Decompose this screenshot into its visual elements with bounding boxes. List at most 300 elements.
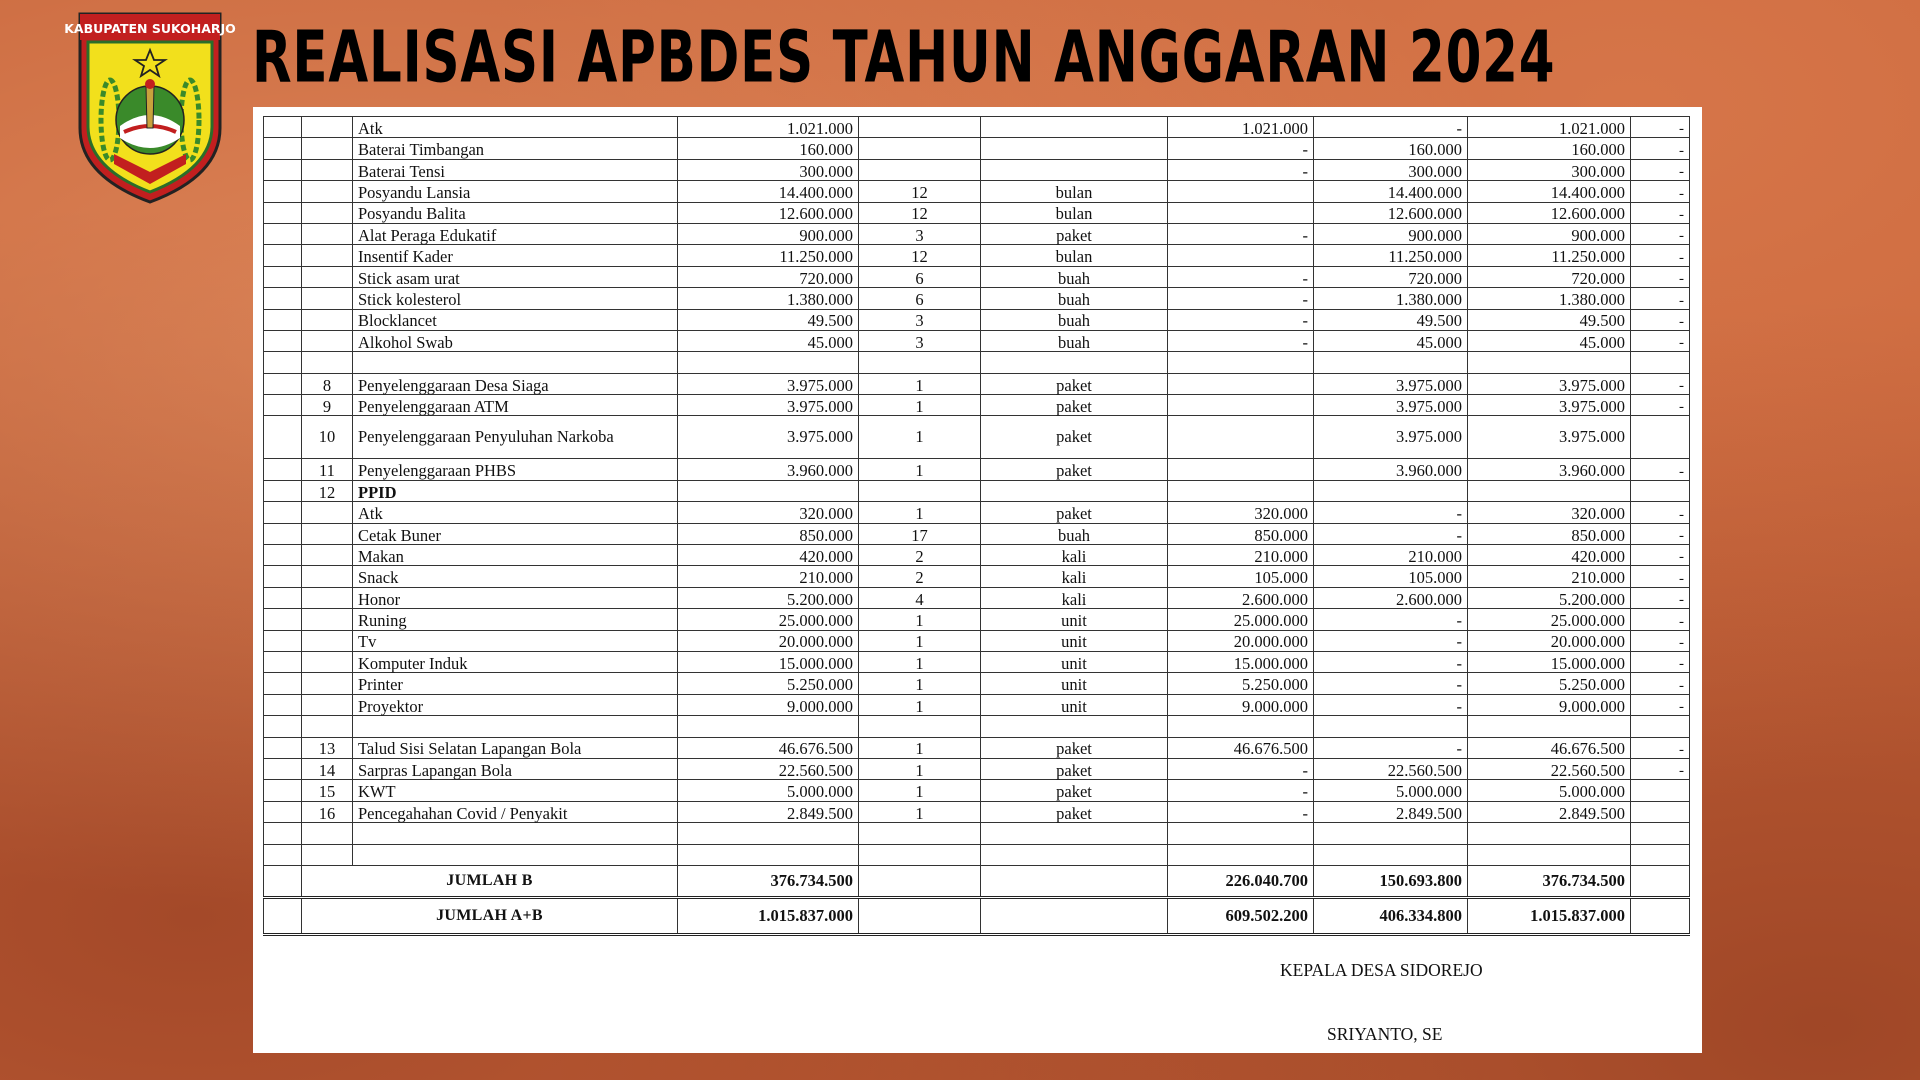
- row-number-cell: [302, 352, 353, 373]
- row-number-cell: [302, 245, 353, 266]
- satuan-cell: [981, 159, 1168, 180]
- row-number-cell: [302, 138, 353, 159]
- spacer-cell: [264, 223, 302, 244]
- realisasi-2-cell: 11.250.000: [1314, 245, 1468, 266]
- table-row: [264, 395, 1690, 416]
- total-anggaran-cell: 376.734.500: [678, 865, 859, 897]
- volume-cell: 1: [859, 416, 981, 459]
- total-row: [264, 865, 1690, 897]
- item-name-cell: Posyandu Lansia: [353, 181, 678, 202]
- anggaran-cell: 45.000: [678, 330, 859, 351]
- total-realisasi-1-cell: 609.502.200: [1168, 897, 1314, 934]
- total-realisasi-cell: 11.250.000: [1468, 245, 1631, 266]
- row-number-cell: [302, 330, 353, 351]
- realisasi-2-cell: [1314, 716, 1468, 737]
- total-realisasi-cell: 15.000.000: [1468, 651, 1631, 672]
- total-realisasi-cell: 3.975.000: [1468, 416, 1631, 459]
- realisasi-2-cell: 49.500: [1314, 309, 1468, 330]
- total-realisasi-cell: 720.000: [1468, 266, 1631, 287]
- spacer-cell: [264, 694, 302, 715]
- empty-cell: [1631, 865, 1690, 897]
- satuan-cell: paket: [981, 758, 1168, 779]
- row-number-cell: [302, 673, 353, 694]
- item-name-cell: Sarpras Lapangan Bola: [353, 758, 678, 779]
- spacer-cell: [264, 737, 302, 758]
- sisa-cell: [1631, 352, 1690, 373]
- realisasi-1-cell: 15.000.000: [1168, 651, 1314, 672]
- spacer-cell: [264, 373, 302, 394]
- row-number-cell: [302, 266, 353, 287]
- volume-cell: 4: [859, 587, 981, 608]
- sisa-cell: -: [1631, 566, 1690, 587]
- sisa-cell: -: [1631, 138, 1690, 159]
- spacer-cell: [264, 159, 302, 180]
- anggaran-cell: 5.250.000: [678, 673, 859, 694]
- item-name-cell: Atk: [353, 502, 678, 523]
- item-name-cell: Posyandu Balita: [353, 202, 678, 223]
- signature-name: SRIYANTO, SE: [1327, 1024, 1443, 1044]
- sisa-cell: -: [1631, 245, 1690, 266]
- sisa-cell: -: [1631, 159, 1690, 180]
- table-row: [264, 758, 1690, 779]
- sisa-cell: -: [1631, 181, 1690, 202]
- realisasi-2-cell: 12.600.000: [1314, 202, 1468, 223]
- total-realisasi-cell: 3.960.000: [1468, 459, 1631, 480]
- total-realisasi-cell: 45.000: [1468, 330, 1631, 351]
- satuan-cell: [981, 716, 1168, 737]
- item-name-cell: Makan: [353, 545, 678, 566]
- satuan-cell: [981, 138, 1168, 159]
- sisa-cell: -: [1631, 609, 1690, 630]
- table-row: [264, 523, 1690, 544]
- apbdes-table: [263, 116, 1690, 936]
- item-name-cell: Baterai Tensi: [353, 159, 678, 180]
- spacer-cell: [264, 651, 302, 672]
- volume-cell: 3: [859, 223, 981, 244]
- item-name-cell: [353, 844, 678, 865]
- total-realisasi-cell: 9.000.000: [1468, 694, 1631, 715]
- anggaran-cell: 320.000: [678, 502, 859, 523]
- table-row: [264, 266, 1690, 287]
- realisasi-1-cell: [1168, 480, 1314, 501]
- total-realisasi-cell: 25.000.000: [1468, 609, 1631, 630]
- item-name-cell: KWT: [353, 780, 678, 801]
- spacer-cell: [264, 138, 302, 159]
- realisasi-2-cell: 1.380.000: [1314, 288, 1468, 309]
- row-number-cell: 14: [302, 758, 353, 779]
- volume-cell: 1: [859, 609, 981, 630]
- table-row: [264, 823, 1690, 844]
- empty-cell: [1631, 897, 1690, 934]
- table-row: [264, 844, 1690, 865]
- spacer-cell: [264, 673, 302, 694]
- item-name-cell: Proyektor: [353, 694, 678, 715]
- anggaran-cell: 46.676.500: [678, 737, 859, 758]
- volume-cell: 17: [859, 523, 981, 544]
- sisa-cell: [1631, 801, 1690, 822]
- realisasi-1-cell: 20.000.000: [1168, 630, 1314, 651]
- satuan-cell: paket: [981, 502, 1168, 523]
- sisa-cell: -: [1631, 459, 1690, 480]
- realisasi-2-cell: 300.000: [1314, 159, 1468, 180]
- spacer-cell: [264, 459, 302, 480]
- item-name-cell: Talud Sisi Selatan Lapangan Bola: [353, 737, 678, 758]
- table-row: [264, 223, 1690, 244]
- row-number-cell: 8: [302, 373, 353, 394]
- volume-cell: 1: [859, 395, 981, 416]
- total-realisasi-cell: 5.250.000: [1468, 673, 1631, 694]
- realisasi-1-cell: [1168, 181, 1314, 202]
- row-number-cell: [302, 202, 353, 223]
- sisa-cell: [1631, 716, 1690, 737]
- spacer-cell: [264, 801, 302, 822]
- realisasi-1-cell: -: [1168, 223, 1314, 244]
- item-name-cell: Pencegahahan Covid / Penyakit: [353, 801, 678, 822]
- anggaran-cell: 11.250.000: [678, 245, 859, 266]
- total-realisasi-cell: 5.000.000: [1468, 780, 1631, 801]
- total-realisasi-cell: 320.000: [1468, 502, 1631, 523]
- row-number-cell: [302, 545, 353, 566]
- row-number-cell: [302, 502, 353, 523]
- total-realisasi-cell: 12.600.000: [1468, 202, 1631, 223]
- total-realisasi-2-cell: 406.334.800: [1314, 897, 1468, 934]
- spacer-cell: [264, 545, 302, 566]
- realisasi-1-cell: -: [1168, 309, 1314, 330]
- realisasi-2-cell: -: [1314, 694, 1468, 715]
- satuan-cell: [981, 480, 1168, 501]
- anggaran-cell: 1.380.000: [678, 288, 859, 309]
- realisasi-1-cell: 2.600.000: [1168, 587, 1314, 608]
- realisasi-2-cell: 2.600.000: [1314, 587, 1468, 608]
- sisa-cell: -: [1631, 630, 1690, 651]
- item-name-cell: Insentif Kader: [353, 245, 678, 266]
- anggaran-cell: 25.000.000: [678, 609, 859, 630]
- realisasi-2-cell: 14.400.000: [1314, 181, 1468, 202]
- total-label-cell: JUMLAH A+B: [302, 897, 678, 934]
- sisa-cell: [1631, 416, 1690, 459]
- satuan-cell: unit: [981, 694, 1168, 715]
- total-realisasi-cell: [1468, 823, 1631, 844]
- volume-cell: [859, 823, 981, 844]
- total-realisasi-cell: 46.676.500: [1468, 737, 1631, 758]
- volume-cell: 2: [859, 566, 981, 587]
- satuan-cell: paket: [981, 737, 1168, 758]
- realisasi-2-cell: [1314, 480, 1468, 501]
- satuan-cell: buah: [981, 309, 1168, 330]
- total-realisasi-1-cell: 226.040.700: [1168, 865, 1314, 897]
- spacer-cell: [264, 395, 302, 416]
- satuan-cell: bulan: [981, 181, 1168, 202]
- total-row: [264, 897, 1690, 934]
- item-name-cell: Alat Peraga Edukatif: [353, 223, 678, 244]
- sisa-cell: -: [1631, 673, 1690, 694]
- item-name-cell: Stick kolesterol: [353, 288, 678, 309]
- sisa-cell: -: [1631, 117, 1690, 138]
- total-realisasi-cell: 850.000: [1468, 523, 1631, 544]
- realisasi-1-cell: [1168, 373, 1314, 394]
- realisasi-1-cell: [1168, 395, 1314, 416]
- anggaran-cell: [678, 480, 859, 501]
- satuan-cell: unit: [981, 609, 1168, 630]
- anggaran-cell: 9.000.000: [678, 694, 859, 715]
- anggaran-cell: 49.500: [678, 309, 859, 330]
- item-name-cell: Honor: [353, 587, 678, 608]
- anggaran-cell: 850.000: [678, 523, 859, 544]
- anggaran-cell: [678, 823, 859, 844]
- volume-cell: [859, 117, 981, 138]
- total-realisasi-cell: 210.000: [1468, 566, 1631, 587]
- anggaran-cell: 3.975.000: [678, 395, 859, 416]
- total-realisasi-cell: 300.000: [1468, 159, 1631, 180]
- realisasi-1-cell: [1168, 459, 1314, 480]
- satuan-cell: bulan: [981, 245, 1168, 266]
- anggaran-cell: 300.000: [678, 159, 859, 180]
- satuan-cell: [981, 823, 1168, 844]
- realisasi-2-cell: 105.000: [1314, 566, 1468, 587]
- satuan-cell: buah: [981, 266, 1168, 287]
- spacer-cell: [264, 288, 302, 309]
- sisa-cell: -: [1631, 651, 1690, 672]
- item-name-cell: Cetak Buner: [353, 523, 678, 544]
- total-realisasi-cell: 900.000: [1468, 223, 1631, 244]
- realisasi-1-cell: 5.250.000: [1168, 673, 1314, 694]
- realisasi-2-cell: 22.560.500: [1314, 758, 1468, 779]
- total-realisasi-cell: 2.849.500: [1468, 801, 1631, 822]
- volume-cell: 6: [859, 288, 981, 309]
- anggaran-cell: 5.200.000: [678, 587, 859, 608]
- spacer-cell: [264, 587, 302, 608]
- spacer-cell: [264, 117, 302, 138]
- volume-cell: 1: [859, 459, 981, 480]
- table-row: [264, 502, 1690, 523]
- anggaran-cell: 5.000.000: [678, 780, 859, 801]
- table-row: [264, 480, 1690, 501]
- volume-cell: [859, 716, 981, 737]
- total-anggaran-cell: 1.015.837.000: [678, 897, 859, 934]
- row-number-cell: [302, 823, 353, 844]
- volume-cell: 1: [859, 502, 981, 523]
- volume-cell: 1: [859, 373, 981, 394]
- sisa-cell: [1631, 823, 1690, 844]
- realisasi-1-cell: [1168, 716, 1314, 737]
- realisasi-2-cell: 160.000: [1314, 138, 1468, 159]
- satuan-cell: buah: [981, 288, 1168, 309]
- spacer-cell: [264, 523, 302, 544]
- row-number-cell: [302, 288, 353, 309]
- realisasi-2-cell: -: [1314, 502, 1468, 523]
- spacer-cell: [264, 245, 302, 266]
- satuan-cell: paket: [981, 459, 1168, 480]
- sisa-cell: -: [1631, 202, 1690, 223]
- row-number-cell: [302, 117, 353, 138]
- satuan-cell: kali: [981, 587, 1168, 608]
- realisasi-2-cell: -: [1314, 630, 1468, 651]
- empty-cell: [981, 865, 1168, 897]
- volume-cell: 6: [859, 266, 981, 287]
- total-realisasi-cell: 3.975.000: [1468, 395, 1631, 416]
- satuan-cell: kali: [981, 545, 1168, 566]
- item-name-cell: Penyelenggaraan ATM: [353, 395, 678, 416]
- realisasi-1-cell: -: [1168, 266, 1314, 287]
- row-number-cell: 9: [302, 395, 353, 416]
- realisasi-1-cell: 850.000: [1168, 523, 1314, 544]
- realisasi-2-cell: -: [1314, 117, 1468, 138]
- realisasi-1-cell: 46.676.500: [1168, 737, 1314, 758]
- realisasi-2-cell: 5.000.000: [1314, 780, 1468, 801]
- spacer-cell: [264, 630, 302, 651]
- table-row: [264, 545, 1690, 566]
- realisasi-1-cell: -: [1168, 159, 1314, 180]
- anggaran-cell: 210.000: [678, 566, 859, 587]
- total-realisasi-cell: [1468, 716, 1631, 737]
- satuan-cell: paket: [981, 223, 1168, 244]
- total-realisasi-cell: 1.380.000: [1468, 288, 1631, 309]
- realisasi-1-cell: 105.000: [1168, 566, 1314, 587]
- volume-cell: 1: [859, 780, 981, 801]
- row-number-cell: [302, 587, 353, 608]
- spacer-cell: [264, 780, 302, 801]
- table-row: [264, 245, 1690, 266]
- sisa-cell: -: [1631, 309, 1690, 330]
- volume-cell: 1: [859, 651, 981, 672]
- spacer-cell: [264, 823, 302, 844]
- total-realisasi-cell: 1.015.837.000: [1468, 897, 1631, 934]
- spacer-cell: [264, 865, 302, 897]
- realisasi-1-cell: -: [1168, 330, 1314, 351]
- sisa-cell: -: [1631, 694, 1690, 715]
- volume-cell: 1: [859, 630, 981, 651]
- table-row: [264, 352, 1690, 373]
- volume-cell: 2: [859, 545, 981, 566]
- table-row: [264, 673, 1690, 694]
- total-realisasi-cell: 3.975.000: [1468, 373, 1631, 394]
- volume-cell: 12: [859, 245, 981, 266]
- item-name-cell: Tv: [353, 630, 678, 651]
- satuan-cell: paket: [981, 416, 1168, 459]
- realisasi-2-cell: 3.975.000: [1314, 373, 1468, 394]
- row-number-cell: 13: [302, 737, 353, 758]
- anggaran-cell: 3.975.000: [678, 373, 859, 394]
- sisa-cell: [1631, 844, 1690, 865]
- table-row: [264, 651, 1690, 672]
- sisa-cell: -: [1631, 266, 1690, 287]
- volume-cell: 1: [859, 801, 981, 822]
- spacer-cell: [264, 758, 302, 779]
- sisa-cell: -: [1631, 502, 1690, 523]
- table-row: [264, 416, 1690, 459]
- table-row: [264, 330, 1690, 351]
- realisasi-1-cell: [1168, 245, 1314, 266]
- row-number-cell: 11: [302, 459, 353, 480]
- table-row: [264, 138, 1690, 159]
- anggaran-cell: 2.849.500: [678, 801, 859, 822]
- anggaran-cell: [678, 716, 859, 737]
- empty-cell: [859, 865, 981, 897]
- spacer-cell: [264, 566, 302, 587]
- realisasi-2-cell: 45.000: [1314, 330, 1468, 351]
- item-name-cell: PPID: [353, 480, 678, 501]
- sisa-cell: -: [1631, 288, 1690, 309]
- table-row: [264, 459, 1690, 480]
- volume-cell: [859, 159, 981, 180]
- total-label-cell: JUMLAH B: [302, 865, 678, 897]
- satuan-cell: [981, 844, 1168, 865]
- row-number-cell: [302, 566, 353, 587]
- row-number-cell: [302, 223, 353, 244]
- total-realisasi-cell: 1.021.000: [1468, 117, 1631, 138]
- anggaran-cell: 15.000.000: [678, 651, 859, 672]
- anggaran-cell: 1.021.000: [678, 117, 859, 138]
- satuan-cell: paket: [981, 395, 1168, 416]
- item-name-cell: Blocklancet: [353, 309, 678, 330]
- satuan-cell: [981, 352, 1168, 373]
- total-realisasi-cell: 420.000: [1468, 545, 1631, 566]
- table-row: [264, 159, 1690, 180]
- realisasi-2-cell: -: [1314, 673, 1468, 694]
- logo-label: KABUPATEN SUKOHARJO: [64, 21, 236, 36]
- anggaran-cell: 160.000: [678, 138, 859, 159]
- sisa-cell: [1631, 480, 1690, 501]
- realisasi-1-cell: -: [1168, 780, 1314, 801]
- table-row: [264, 309, 1690, 330]
- row-number-cell: 12: [302, 480, 353, 501]
- total-realisasi-cell: [1468, 480, 1631, 501]
- satuan-cell: buah: [981, 330, 1168, 351]
- realisasi-1-cell: 9.000.000: [1168, 694, 1314, 715]
- document-page: [253, 107, 1702, 1053]
- empty-cell: [859, 897, 981, 934]
- volume-cell: [859, 138, 981, 159]
- total-realisasi-cell: 22.560.500: [1468, 758, 1631, 779]
- kabupaten-sukoharjo-logo: [64, 8, 236, 206]
- volume-cell: 3: [859, 330, 981, 351]
- table-row: [264, 780, 1690, 801]
- realisasi-1-cell: 1.021.000: [1168, 117, 1314, 138]
- total-realisasi-cell: 5.200.000: [1468, 587, 1631, 608]
- sisa-cell: [1631, 780, 1690, 801]
- table-row: [264, 202, 1690, 223]
- table-row: [264, 716, 1690, 737]
- item-name-cell: [353, 716, 678, 737]
- realisasi-2-cell: -: [1314, 651, 1468, 672]
- sisa-cell: -: [1631, 223, 1690, 244]
- realisasi-2-cell: 2.849.500: [1314, 801, 1468, 822]
- anggaran-cell: 900.000: [678, 223, 859, 244]
- volume-cell: [859, 844, 981, 865]
- item-name-cell: Runing: [353, 609, 678, 630]
- row-number-cell: [302, 651, 353, 672]
- table-row: [264, 630, 1690, 651]
- sisa-cell: -: [1631, 545, 1690, 566]
- row-number-cell: [302, 630, 353, 651]
- anggaran-cell: 3.960.000: [678, 459, 859, 480]
- page-title: REALISASI APBDES TAHUN ANGGARAN 2024: [252, 15, 1556, 99]
- spacer-cell: [264, 609, 302, 630]
- row-number-cell: [302, 523, 353, 544]
- realisasi-2-cell: -: [1314, 737, 1468, 758]
- volume-cell: 1: [859, 673, 981, 694]
- realisasi-1-cell: 25.000.000: [1168, 609, 1314, 630]
- satuan-cell: buah: [981, 523, 1168, 544]
- item-name-cell: Penyelenggaraan Penyuluhan Narkoba: [353, 416, 678, 459]
- realisasi-1-cell: [1168, 416, 1314, 459]
- satuan-cell: unit: [981, 651, 1168, 672]
- row-number-cell: [302, 844, 353, 865]
- anggaran-cell: [678, 844, 859, 865]
- realisasi-1-cell: -: [1168, 758, 1314, 779]
- anggaran-cell: 22.560.500: [678, 758, 859, 779]
- table-row: [264, 373, 1690, 394]
